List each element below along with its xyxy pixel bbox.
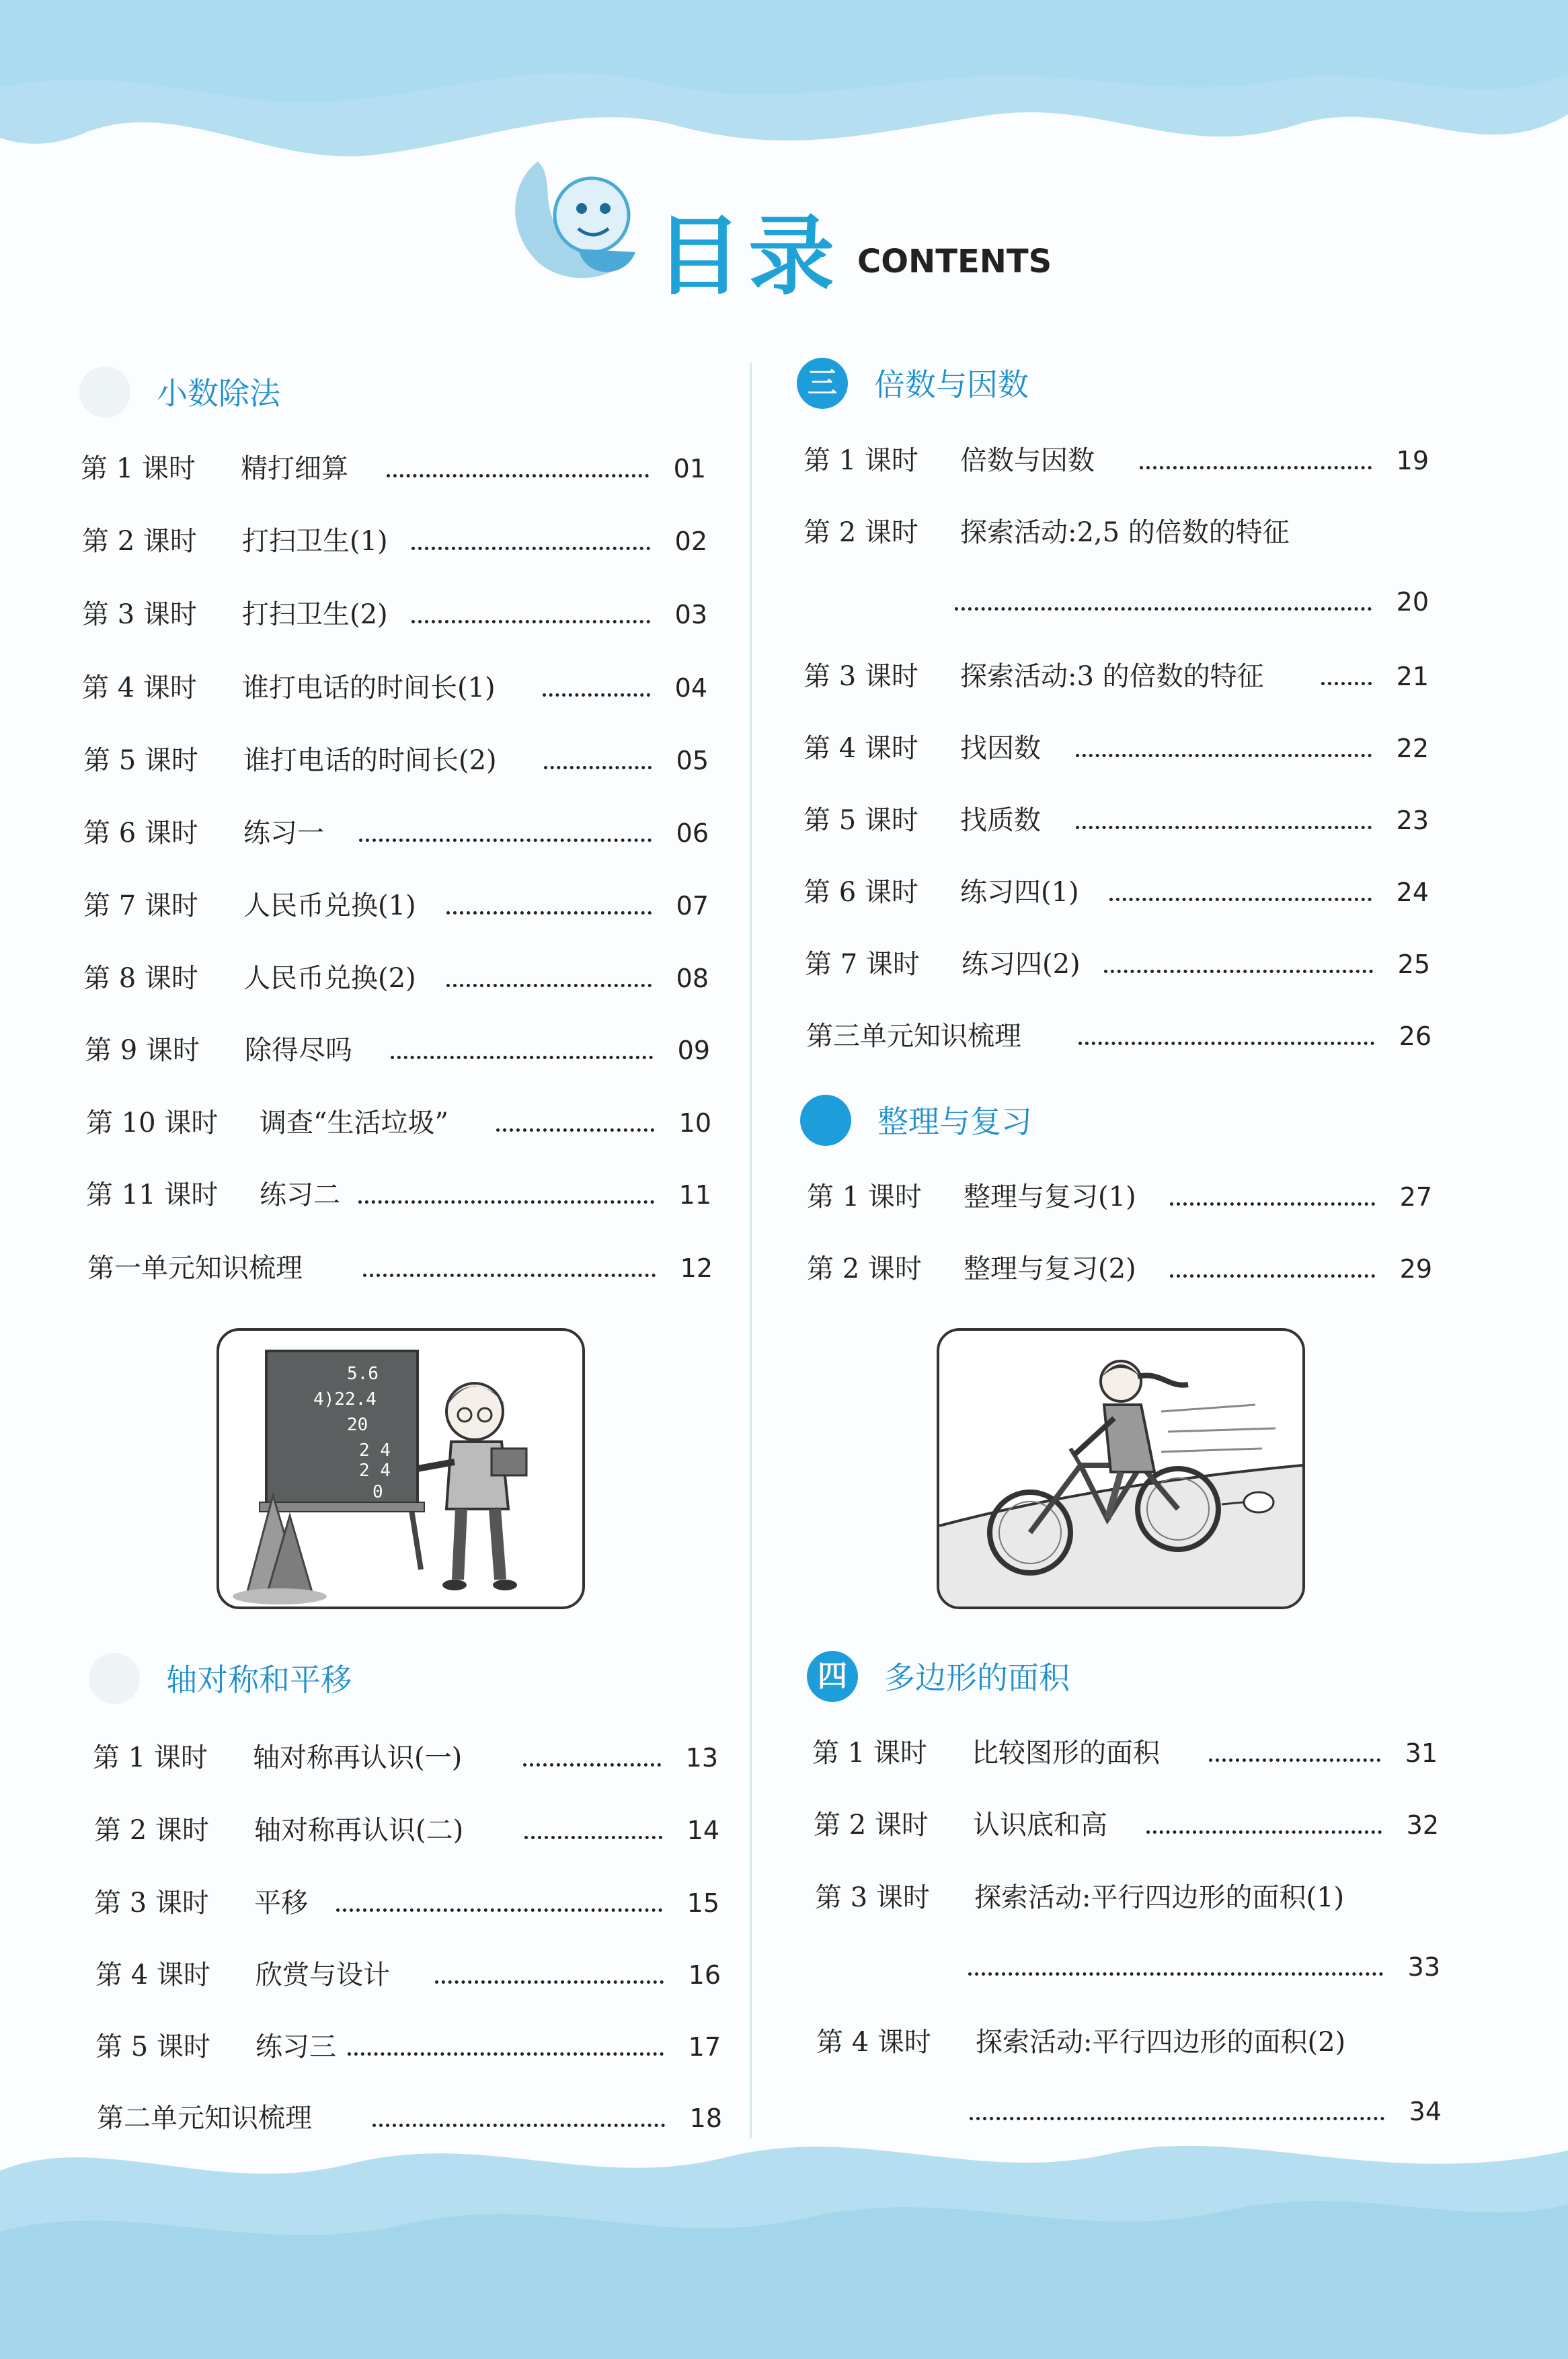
page-number: 25 bbox=[1397, 950, 1430, 979]
lesson-number: 第 5 课时 bbox=[95, 2032, 210, 2062]
leader-dots bbox=[373, 2110, 665, 2127]
leader-dots bbox=[1079, 1028, 1374, 1045]
leader-dots bbox=[1321, 668, 1372, 685]
toc-entry[interactable] bbox=[93, 1738, 718, 1778]
toc-entry[interactable] bbox=[81, 449, 706, 489]
leader-dots bbox=[1109, 884, 1372, 901]
lesson-topic: 探索活动:平行四边形的面积(1) bbox=[974, 1882, 1345, 1913]
toc-entry-continuation[interactable] bbox=[816, 2091, 1442, 2132]
lesson-topic: 练习三 bbox=[256, 2032, 336, 2062]
lesson-number: 第 1 课时 bbox=[807, 1182, 922, 1212]
unit-title: 小数除法 bbox=[157, 375, 280, 412]
leader-dots bbox=[358, 1187, 654, 1204]
leader-dots bbox=[544, 752, 652, 769]
toc-entry[interactable] bbox=[816, 2022, 1442, 2062]
toc-entry[interactable] bbox=[82, 668, 707, 708]
lesson-topic: 探索活动:2,5 的倍数的特征 bbox=[960, 517, 1290, 548]
lesson-topic: 整理与复习(2) bbox=[964, 1253, 1136, 1284]
leader-dots bbox=[348, 2039, 664, 2056]
lesson-number: 第 2 课时 bbox=[94, 1815, 209, 1846]
leader-dots bbox=[955, 594, 1372, 611]
toc-entry[interactable] bbox=[82, 521, 707, 562]
toc-entry[interactable] bbox=[803, 800, 1429, 841]
page-number: 14 bbox=[687, 1816, 719, 1845]
unit-badge bbox=[800, 1095, 851, 1146]
toc-entry-continuation[interactable] bbox=[803, 582, 1429, 622]
toc-entry[interactable] bbox=[814, 1805, 1439, 1845]
lesson-number: 第 1 课时 bbox=[812, 1738, 927, 1769]
blackboard-line: 4)22.4 bbox=[313, 1389, 377, 1409]
unit-header-2 bbox=[89, 1653, 694, 1707]
toc-entry[interactable] bbox=[807, 1249, 1432, 1289]
leader-dots bbox=[1170, 1261, 1375, 1278]
unit-badge: 四 bbox=[807, 1651, 858, 1702]
lesson-number: 第 4 课时 bbox=[816, 2027, 931, 2058]
page-number: 05 bbox=[676, 746, 709, 775]
lesson-topic: 谁打电话的时间长(2) bbox=[243, 745, 497, 776]
leader-dots bbox=[1209, 1745, 1380, 1762]
lesson-topic: 练习二 bbox=[260, 1180, 340, 1210]
page-number: 13 bbox=[685, 1743, 718, 1773]
lesson-number: 第 10 课时 bbox=[86, 1108, 219, 1138]
blackboard-line: 0 bbox=[373, 1482, 383, 1502]
lesson-number: 第 3 课时 bbox=[82, 599, 197, 630]
lesson-number: 第 7 课时 bbox=[83, 890, 198, 921]
page-number: 34 bbox=[1409, 2097, 1442, 2126]
page-number: 18 bbox=[689, 2103, 722, 2133]
lesson-topic: 打扫卫生(2) bbox=[242, 599, 388, 630]
lesson-topic: 比较图形的面积 bbox=[972, 1738, 1160, 1769]
leader-dots bbox=[359, 825, 652, 842]
toc-entry[interactable] bbox=[803, 728, 1429, 769]
toc-entry[interactable] bbox=[83, 813, 709, 853]
page-title: 目录 bbox=[656, 206, 842, 307]
lesson-topic: 欣赏与设计 bbox=[256, 1960, 390, 1990]
lesson-number: 第 5 课时 bbox=[83, 745, 198, 776]
lesson-topic: 练习四(1) bbox=[960, 877, 1079, 908]
girl-bicycle-illustration bbox=[937, 1328, 1305, 1609]
page-number: 33 bbox=[1407, 1952, 1440, 1982]
toc-entry[interactable] bbox=[95, 1955, 721, 1995]
page-number: 20 bbox=[1396, 587, 1429, 617]
leader-dots bbox=[411, 607, 650, 623]
leader-dots bbox=[391, 1042, 653, 1059]
leader-dots bbox=[336, 1895, 662, 1912]
leader-dots bbox=[435, 1967, 664, 1984]
lesson-number: 第 3 课时 bbox=[803, 661, 918, 692]
lesson-topic: 精打细算 bbox=[241, 453, 348, 484]
leader-dots bbox=[387, 461, 649, 477]
lesson-number: 第一单元知识梳理 bbox=[87, 1253, 303, 1284]
blackboard-line: 2 4 bbox=[359, 1440, 391, 1461]
lesson-topic: 认识底和高 bbox=[973, 1810, 1107, 1841]
page-subtitle: CONTENTS bbox=[857, 243, 1052, 280]
lesson-number: 第 1 课时 bbox=[81, 453, 196, 484]
page-number: 23 bbox=[1396, 806, 1429, 835]
leader-dots bbox=[1140, 453, 1372, 469]
leader-dots bbox=[1146, 1817, 1382, 1834]
page-number: 29 bbox=[1399, 1254, 1432, 1284]
unit-badge bbox=[89, 1653, 140, 1704]
page-number: 11 bbox=[678, 1180, 711, 1210]
toc-entry[interactable] bbox=[803, 440, 1429, 481]
lesson-number: 第 1 课时 bbox=[803, 445, 918, 476]
blackboard-line: 20 bbox=[347, 1415, 368, 1435]
toc-entry[interactable] bbox=[83, 886, 709, 926]
unit-badge: 三 bbox=[797, 358, 848, 409]
lesson-number: 第 4 课时 bbox=[803, 733, 918, 764]
leader-dots bbox=[363, 1260, 656, 1277]
page-number: 09 bbox=[677, 1036, 710, 1065]
page-number: 31 bbox=[1405, 1738, 1438, 1768]
lesson-topic: 练习一 bbox=[243, 818, 324, 849]
toc-entry[interactable] bbox=[82, 594, 707, 635]
lesson-topic: 人民币兑换(2) bbox=[243, 963, 416, 994]
lesson-number: 第 11 课时 bbox=[86, 1180, 219, 1210]
page-number: 06 bbox=[676, 818, 709, 848]
lesson-topic: 练习四(2) bbox=[962, 949, 1081, 980]
toc-entry[interactable] bbox=[86, 1103, 711, 1143]
page-number: 24 bbox=[1396, 878, 1429, 907]
lesson-number: 第 2 课时 bbox=[814, 1810, 929, 1841]
toc-entry[interactable] bbox=[812, 1733, 1438, 1773]
page-number: 16 bbox=[688, 1960, 721, 1990]
page-number: 19 bbox=[1396, 446, 1429, 475]
lesson-number: 第 2 课时 bbox=[803, 517, 918, 548]
leader-dots bbox=[1104, 956, 1373, 973]
toc-entry[interactable] bbox=[86, 1175, 711, 1215]
leader-dots bbox=[411, 533, 650, 550]
leader-dots bbox=[446, 898, 652, 915]
lesson-number: 第 6 课时 bbox=[83, 818, 198, 849]
page-number: 02 bbox=[674, 527, 707, 556]
toc-entry[interactable] bbox=[803, 872, 1429, 913]
lesson-number: 第二单元知识梳理 bbox=[97, 2103, 312, 2134]
unit-header-4 bbox=[807, 1651, 1412, 1705]
toc-entry[interactable] bbox=[83, 740, 709, 781]
lesson-number: 第 5 课时 bbox=[803, 805, 918, 836]
teacher-blackboard-illustration bbox=[217, 1328, 585, 1609]
toc-entry[interactable] bbox=[94, 1810, 719, 1851]
toc-entry[interactable] bbox=[803, 512, 1429, 553]
blackboard-line: 2 4 bbox=[359, 1461, 391, 1481]
page-number: 07 bbox=[676, 891, 709, 921]
mascot-icon bbox=[498, 134, 672, 296]
lesson-topic: 探索活动:3 的倍数的特征 bbox=[960, 661, 1264, 692]
title-block bbox=[498, 134, 1103, 309]
toc-entry[interactable] bbox=[806, 1016, 1432, 1056]
toc-entry[interactable] bbox=[95, 2027, 721, 2067]
lesson-number: 第 3 课时 bbox=[815, 1882, 930, 1913]
toc-entry[interactable] bbox=[805, 944, 1430, 984]
toc-entry[interactable] bbox=[815, 1878, 1440, 1918]
unit-badge bbox=[79, 366, 130, 418]
lesson-number: 第 9 课时 bbox=[85, 1035, 200, 1066]
toc-entry[interactable] bbox=[94, 1883, 719, 1923]
page-number: 22 bbox=[1396, 734, 1429, 763]
lesson-number: 第三单元知识梳理 bbox=[806, 1021, 1021, 1052]
page-number: 12 bbox=[680, 1253, 713, 1283]
lesson-topic: 轴对称再认识(一) bbox=[253, 1742, 463, 1773]
page-number: 01 bbox=[673, 454, 706, 484]
unit-title: 倍数与因数 bbox=[874, 366, 1029, 403]
lesson-topic: 找质数 bbox=[960, 805, 1041, 836]
toc-entry[interactable] bbox=[83, 958, 709, 999]
lesson-number: 第 6 课时 bbox=[803, 877, 918, 908]
toc-entry[interactable] bbox=[87, 1248, 713, 1288]
unit-title: 轴对称和平移 bbox=[166, 1662, 352, 1698]
lesson-topic: 轴对称再认识(二) bbox=[254, 1815, 464, 1846]
unit-header-1 bbox=[79, 366, 684, 420]
leader-dots bbox=[523, 1750, 661, 1767]
toc-entry[interactable] bbox=[807, 1177, 1432, 1217]
toc-entry[interactable] bbox=[97, 2098, 722, 2138]
page-number: 32 bbox=[1406, 1810, 1439, 1840]
page-number: 26 bbox=[1399, 1021, 1432, 1051]
teacher-blackboard-icon bbox=[219, 1331, 582, 1607]
leader-dots bbox=[968, 1959, 1383, 1976]
lesson-topic: 除得尽吗 bbox=[245, 1035, 352, 1066]
unit-title: 整理与复习 bbox=[877, 1104, 1032, 1140]
unit-header-3 bbox=[797, 358, 1402, 412]
lesson-number: 第 2 课时 bbox=[82, 526, 197, 557]
lesson-number: 第 8 课时 bbox=[83, 963, 198, 994]
lesson-topic: 平移 bbox=[254, 1888, 308, 1919]
page-number: 15 bbox=[687, 1888, 719, 1918]
blackboard-line: 5.6 bbox=[347, 1364, 379, 1384]
toc-entry[interactable] bbox=[85, 1030, 710, 1071]
leader-dots bbox=[970, 2103, 1384, 2120]
lesson-topic: 找因数 bbox=[960, 733, 1041, 764]
lesson-number: 第 2 课时 bbox=[807, 1253, 922, 1284]
bicycle-icon bbox=[939, 1331, 1302, 1607]
page-number: 17 bbox=[688, 2032, 721, 2062]
column-divider bbox=[750, 363, 752, 2138]
lesson-number: 第 1 课时 bbox=[93, 1742, 208, 1773]
page-number: 03 bbox=[674, 600, 707, 629]
lesson-topic: 探索活动:平行四边形的面积(2) bbox=[976, 2027, 1346, 2058]
page-number: 08 bbox=[676, 964, 709, 993]
leader-dots bbox=[524, 1822, 662, 1839]
unit-header-review bbox=[800, 1095, 1405, 1149]
lesson-number: 第 7 课时 bbox=[805, 949, 920, 980]
page-number: 27 bbox=[1399, 1182, 1432, 1212]
unit-title: 多边形的面积 bbox=[884, 1660, 1070, 1696]
leader-dots bbox=[446, 970, 652, 987]
lesson-number: 第 3 课时 bbox=[94, 1888, 209, 1919]
lesson-topic: 人民币兑换(1) bbox=[243, 890, 416, 921]
leader-dots bbox=[1076, 740, 1372, 757]
lesson-number: 第 4 课时 bbox=[82, 672, 197, 703]
bottom-wave-decoration bbox=[0, 2117, 1568, 2359]
leader-dots bbox=[1170, 1189, 1375, 1206]
leader-dots bbox=[543, 680, 650, 697]
lesson-topic: 倍数与因数 bbox=[960, 445, 1095, 476]
leader-dots bbox=[1076, 812, 1372, 829]
lesson-topic: 调查“生活垃圾” bbox=[260, 1108, 448, 1138]
lesson-topic: 整理与复习(1) bbox=[964, 1182, 1136, 1212]
lesson-number: 第 4 课时 bbox=[95, 1960, 210, 1990]
lesson-topic: 打扫卫生(1) bbox=[242, 526, 388, 557]
toc-entry-continuation[interactable] bbox=[815, 1947, 1440, 1987]
page-number: 04 bbox=[674, 673, 707, 703]
page-number: 21 bbox=[1396, 662, 1429, 691]
page-number: 10 bbox=[678, 1108, 711, 1138]
leader-dots bbox=[496, 1115, 654, 1132]
toc-entry[interactable] bbox=[803, 656, 1429, 697]
lesson-topic: 谁打电话的时间长(1) bbox=[242, 672, 496, 703]
